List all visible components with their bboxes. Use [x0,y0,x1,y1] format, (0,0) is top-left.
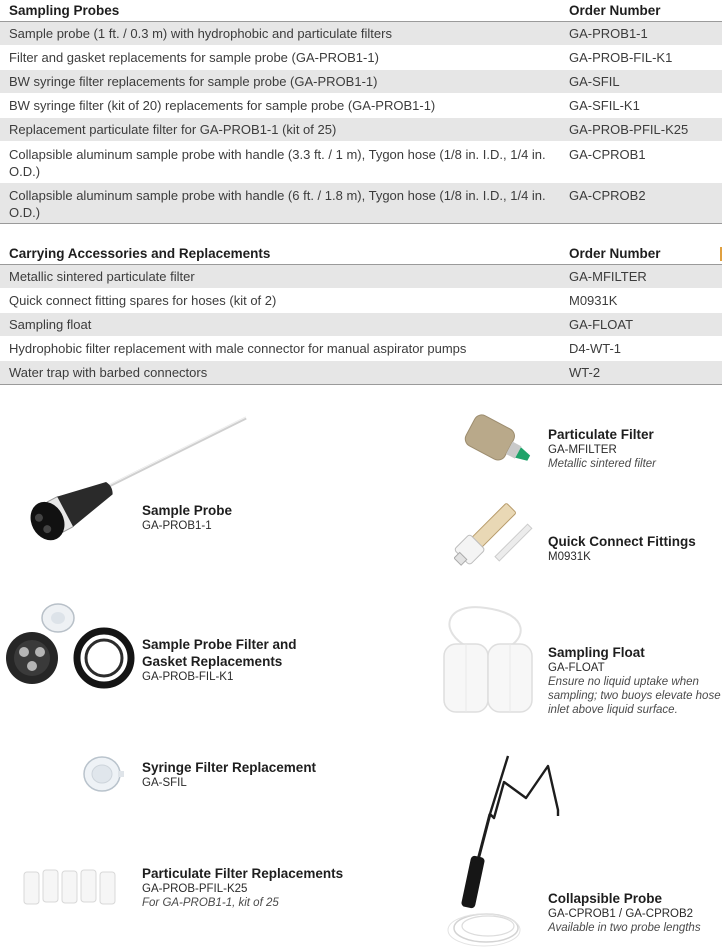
particulate-filter-image [456,414,536,476]
row-order: D4-WT-1 [569,341,621,356]
row-item: BW syringe filter replacements for sample probe (GA-PROB1-1) [9,74,378,89]
table-row [0,289,722,313]
row-order: GA-FLOAT [569,317,634,332]
product-name: Syringe Filter Replacement [142,760,317,775]
product-desc: Metallic sintered filter [548,458,657,470]
product-code: GA-PROB1-1 [142,520,212,532]
product-code: GA-FLOAT [548,662,605,674]
row-order: GA-PROB-PFIL-K25 [569,122,689,137]
collapsible-probe-caption [548,890,701,935]
quick-connect-caption [548,533,696,564]
sampling-float-caption [548,644,721,717]
header-order: Order Number [569,246,661,261]
row-order: GA-CPROB2 [569,188,646,203]
table-row [0,142,722,183]
row-item: Sampling float [9,317,92,332]
table-header [0,243,722,265]
product-code: GA-SFIL [142,777,187,789]
table-row [0,70,722,94]
table-header [0,0,722,22]
table-row [0,361,722,385]
row-item: Collapsible aluminum sample probe with handle (3.3 ft. / 1 m), Tygon hose (1/8 in. I.D., 1/4 in. O.D.) [9,147,546,179]
row-order: GA-PROB-FIL-K1 [569,50,673,65]
table-row [0,265,722,289]
product-code: M0931K [548,551,591,563]
row-order: GA-SFIL [569,74,620,89]
row-item: Sample probe (1 ft. / 0.3 m) with hydrophobic and particulate filters [9,26,392,41]
table-row [0,183,722,224]
product-name: Sample Probe [142,503,233,518]
row-order: WT-2 [569,365,601,380]
row-item: Collapsible aluminum sample probe with handle (6 ft. / 1.8 m), Tygon hose (1/8 in. I.D., 1/4 in. O.D.) [9,188,546,220]
particulate-filter-caption [548,426,656,471]
product-name: Sample Probe Filter and [142,637,297,652]
product-code: GA-MFILTER [548,444,617,456]
table-body [0,22,722,224]
row-item: BW syringe filter (kit of 20) replacements for sample probe (GA-PROB1-1) [9,98,436,113]
product-desc: Available in two probe lengths [548,922,701,934]
product-name: Particulate Filter [548,427,654,442]
product-name: Collapsible Probe [548,891,663,906]
header-item: Carrying Accessories and Replacements [9,246,271,261]
table-body [0,265,722,385]
row-item: Replacement particulate filter for GA-PROB1-1 (kit of 25) [9,122,337,137]
sample-probe-caption [142,502,232,533]
header-item: Sampling Probes [9,3,120,18]
table-row [0,313,722,337]
product-desc: inlet above liquid surface. [548,704,678,716]
row-item: Quick connect fitting spares for hoses (kit of 2) [9,293,277,308]
row-order: GA-CPROB1 [569,147,646,162]
header-order: Order Number [569,3,661,18]
product-code: GA-CPROB1 / GA-CPROB2 [548,908,694,920]
particulate-replacements-image [22,866,122,908]
product-name: Particulate Filter Replacements [142,866,344,881]
syringe-filter-image [78,752,126,796]
table-row [0,22,722,46]
product-desc: Ensure no liquid uptake when [548,676,699,688]
quick-connect-image [454,498,546,580]
syringe-filter-caption [142,759,316,790]
accessories-table [0,243,722,385]
table-row [0,118,722,142]
table-row [0,46,722,70]
product-name: Sampling Float [548,645,645,660]
row-item: Metallic sintered particulate filter [9,269,195,284]
row-order: GA-MFILTER [569,269,647,284]
sampling-float-image [436,600,546,720]
row-order: GA-PROB1-1 [569,26,648,41]
particulate-replacements-caption [142,865,343,910]
filter-gasket-image [2,600,138,692]
row-order: M0931K [569,293,618,308]
product-desc: sampling; two buoys elevate hose [548,690,721,702]
table-row [0,337,722,361]
product-desc: For GA-PROB1-1, kit of 25 [142,897,279,909]
product-name: Quick Connect Fittings [548,534,696,549]
product-code: GA-PROB-FIL-K1 [142,671,234,683]
row-item: Filter and gasket replacements for sample probe (GA-PROB1-1) [9,50,379,65]
product-name: Gasket Replacements [142,654,283,669]
row-order: GA-SFIL-K1 [569,98,640,113]
filter-gasket-caption [142,636,297,684]
sampling-probes-table [0,0,722,224]
row-item: Hydrophobic filter replacement with male connector for manual aspirator pumps [9,341,467,356]
row-item: Water trap with barbed connectors [9,365,208,380]
table-row [0,94,722,118]
product-code: GA-PROB-PFIL-K25 [142,883,248,895]
